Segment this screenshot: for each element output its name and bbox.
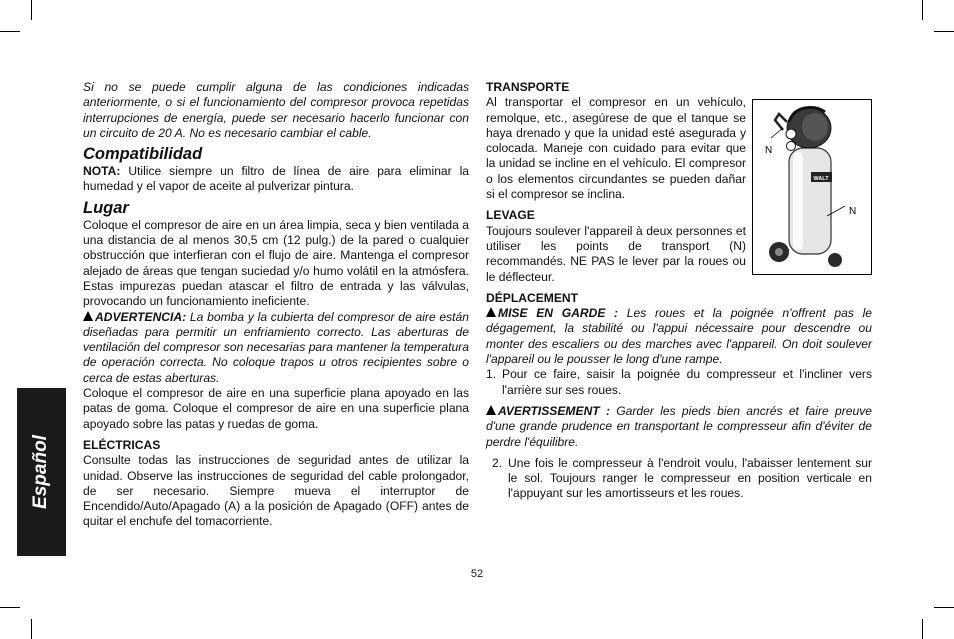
right-column [486, 80, 872, 502]
compat-heading: Compatibilidad [83, 145, 203, 164]
step-text: Une fois le compresseur à l'endroit voulu, l'abaisser lentement sur le sol. Toujours ranger le compresseur en position verticale en l'appuyant sur les amortisseurs et les roues. [508, 455, 872, 501]
callout-n-top: N [765, 145, 773, 157]
deplacement-heading: DÉPLACEMENT [486, 290, 579, 305]
page-number: 52 [470, 568, 484, 580]
crop-mark [31, 0, 32, 20]
warning-paragraph [83, 310, 469, 386]
callout-n-bottom: N [849, 206, 857, 218]
compressor-illustration [753, 100, 871, 274]
avertissement-paragraph [486, 404, 872, 450]
mise-en-garde-paragraph [486, 306, 872, 367]
step-2 [486, 456, 872, 502]
crop-mark [934, 31, 954, 32]
compressor-figure [752, 99, 872, 275]
avert-label: AVERTISSEMENT : [498, 403, 610, 418]
step-text: Pour ce faire, saisir la poignée du compresseur et l'incliner vers l'arrière sur ses roues. [502, 367, 872, 397]
levage-paragraph: Toujours soulever l'appareil à deux personnes et utiliser les points de transport (N) recommandés. NE PAS le lever par la roues ou le déflecteur. [486, 223, 746, 284]
crop-mark [922, 619, 923, 639]
lugar-paragraph-2: Coloque el compresor de aire en una superficie plana apoyado en las patas de goma. Coloque el compresor de aire en una superficie plana apoyado sobre las patas y ruedas de goma. [83, 386, 469, 431]
lugar-paragraph-1: Coloque el compresor de aire en un área limpia, seca y bien ventilada a una distancia de al menos 30,5 cm (12 pulg.) de la pared o cualquier obstrucción que interfieran con el flujo de aire. Mantenga el compresor alejado de áreas que tengan suciedad y/o humo volátil en la atmósfera. Estas impurezas puedan atascar el filtro de entrada y las válvulas, provocando un funcionamiento ineficiente. [83, 217, 469, 309]
brand-label: WALT [813, 176, 829, 183]
language-tab-label: Español [30, 435, 51, 509]
mise-label: MISE EN GARDE : [498, 306, 619, 321]
compat-note [83, 164, 469, 195]
warning-icon [486, 405, 496, 415]
lugar-heading: Lugar [83, 198, 129, 217]
note-label: NOTA: [83, 164, 121, 179]
crop-mark [0, 31, 20, 32]
mise-text: Les roues et la poignée n'offrent pas le dégagement, la stabilité ou l'appui nécessaire pour descendre ou monter des escaliers ou des marches avec l'appareil. On doit soulever l'appareil ou le pousser le long d'une rampe. [486, 306, 872, 367]
step-number: 2. [492, 455, 503, 470]
intro-paragraph: Si no se puede cumplir alguna de las condiciones indicadas anteriormente, o si el funcionamiento del compresor provoca repetidas interrupciones de energía, puede ser necesario hacerlo funcionar con un circuito de 20 A. No es necesario cambiar el cable. [83, 80, 469, 140]
transporte-paragraph: Al transportar el compresor en un vehículo, remolque, etc., asegúrese de que el tanque se haya drenado y que la unidad esté asegurada y colocada. Maneje con cuidado para evitar que la unidad se incline en el vehículo. El compresor o los elementos circundantes se pueden dañar si el compresor se inclina. [486, 95, 746, 202]
crop-mark [922, 0, 923, 20]
step-number: 1. [486, 367, 497, 382]
transporte-heading: TRANSPORTE [486, 80, 570, 94]
crop-mark [31, 619, 32, 639]
warning-label: ADVERTENCIA: [95, 309, 187, 324]
warning-icon [486, 307, 496, 317]
warning-icon [83, 311, 93, 321]
electricas-paragraph: Consulte todas las instrucciones de seguridad antes de utilizar la unidad. Observe las instrucciones de seguridad del cable prolongador, de ser necesario. Siempre mueva el interruptor de Encendido/Auto/Apagado (A) a la posición de Apagado (OFF) antes de quitar el enchufe del tomacorriente. [83, 453, 469, 529]
electricas-heading: ELÉCTRICAS [83, 437, 161, 452]
left-column [83, 80, 469, 530]
note-text: Utilice siempre un filtro de línea de aire para eliminar la humedad y el vapor de aceite al pulverizar pintura. [83, 164, 469, 194]
warning-text: La bomba y la cubierta del compresor de aire están diseñadas para permitir un enfriamiento correcto. Las aberturas de ventilación del compresor son necesarias para mantener la temperatura de operación correcta. No coloque trapos u otros recipientes sobre o cerca de estas aberturas. [83, 309, 469, 385]
levage-heading: LEVAGE [486, 208, 535, 223]
crop-mark [0, 607, 20, 608]
crop-mark [934, 607, 954, 608]
step-1 [486, 367, 872, 398]
avert-text: Garder les pieds bien ancrés et faire preuve d'une grande prudence en transportant le compresseur afin d'éviter de perdre l'équilibre. [486, 403, 872, 449]
